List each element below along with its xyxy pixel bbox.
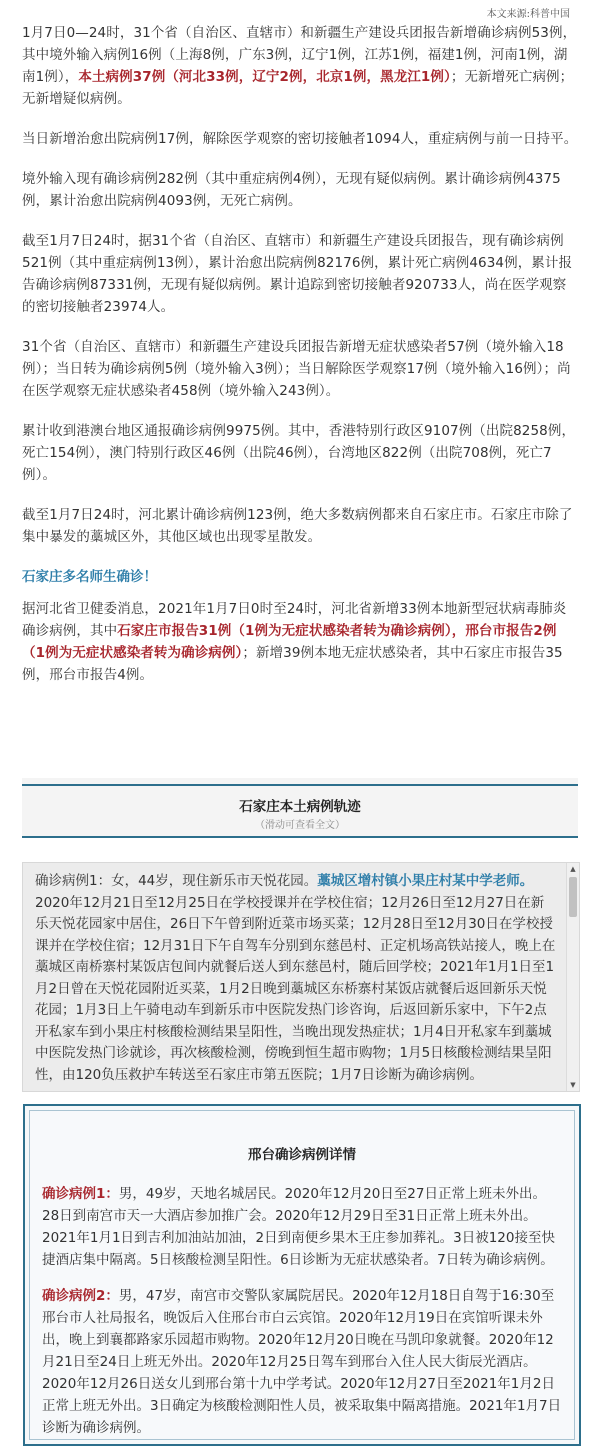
- source-label: 本文来源:科普中国: [486, 9, 570, 20]
- paragraph-text: ；新增39例本地无症状感染者，其中石家庄市报告35例，邢台市报告4例。: [22, 645, 563, 683]
- case-label: 确诊病例1：: [42, 1186, 119, 1202]
- sjz-box-subtitle: （滑动可查看全文）: [255, 820, 345, 831]
- xt-box-title: 邢台确诊病例详情: [248, 1147, 356, 1163]
- paragraph-asymptomatic: 31个省（自治区、直辖市）和新疆生产建设兵团报告新增无症状感染者57例（境外输入18例）；当日转为确诊病例5例（境外输入3例）；当日解除医学观察17例（境外输入16例）；尚在医学观察无症状感染者458例（境外输入243例）。: [22, 339, 571, 399]
- scroll-up-icon[interactable]: ▲: [570, 865, 576, 873]
- section-title: 石家庄多名师生确诊！: [22, 569, 157, 585]
- scrollbar-thumb[interactable]: [569, 877, 577, 917]
- xt-case-2: [42, 1285, 562, 1439]
- sjz-scroll-box[interactable]: [22, 862, 580, 1092]
- paragraph-daily-report: [22, 22, 578, 110]
- paragraph-recovery: 当日新增治愈出院病例17例，解除医学观察的密切接触者1094人，重症病例与前一日持平。: [22, 131, 578, 147]
- paragraph-cumulative: 截至1月7日24时，据31个省（自治区、直辖市）和新疆生产建设兵团报告，现有确诊病例521例（其中重症病例13例），累计治愈出院病例82176例，累计死亡病例4634例，累计报告确诊病例87331例，无现有疑似病例。累计追踪到密切接触者920733人，尚在医学观察的密切接触者23974人。: [22, 233, 573, 315]
- scroll-down-icon[interactable]: ▼: [570, 1081, 576, 1089]
- xt-case-1: [42, 1183, 562, 1271]
- case-text: 男，47岁，南宫市交警队家属院居民。2020年12月18日自驾于16:30至邢台市人社局报名，晚饭后入住邢台市白云宾馆。2020年12月19日在宾馆听课未外出，晚上到襄都路家乐园超市购物。2020年12月20日晚在马凯印象就餐。2020年12月21日至24日上班无外出。2020年12月25日驾车到邢台入住人民大街辰光酒店。2020年12月26日送女儿到邢台第十九中学考试。2020年12月27日至2021年1月2日正常上班无外出。3日确定为核酸检测阳性人员，被采取集中隔离措施。2021年1月7日诊断为确诊病例。: [42, 1288, 562, 1436]
- paragraph-hebei: 截至1月7日24时，河北累计确诊病例123例，绝大多数病例都来自石家庄市。石家庄市除了集中暴发的藁城区外，其他区域也出现零星散发。: [22, 507, 573, 545]
- divider: [22, 836, 578, 838]
- paragraph-text: 1月7日0—24时，31个省（自治区、直辖市）和新疆生产建设兵团报告新增确诊病例53例，其中境外输入病例16例（上海8例，广东3例，辽宁1例，江苏1例，福建1例，河南1例，湖南1例），: [22, 25, 577, 85]
- paragraph-text: ；无新增死亡病例；无新增疑似病例。: [22, 69, 574, 107]
- case-text: 男，49岁，天地名城居民。2020年12月20日至27日正常上班未外出。28日到南宫市天一大酒店参加推广会。2020年12月29日至31日正常上班未外出。2021年1月1日到吉利加油站加油，2日到南便乡果木王庄参加葬礼。3日被120接至快捷酒店集中隔离。5日核酸检测呈阳性。6日诊断为无症状感染者。7日转为确诊病例。: [42, 1186, 555, 1268]
- paragraph-hk-macao-taiwan: 累计收到港澳台地区通报确诊病例9975例。其中，香港特别行政区9107例（出院8258例，死亡154例），澳门特别行政区46例（出院46例），台湾地区822例（出院708例，死亡7例）。: [22, 423, 576, 483]
- divider: [22, 784, 578, 786]
- paragraph-hebei-health-commission: [22, 598, 578, 686]
- sjz-box-header: [22, 778, 578, 838]
- article-body: [22, 22, 578, 704]
- xt-box: [23, 1104, 581, 1446]
- highlight-city-cases: 石家庄市报告31例（1例为无症状感染者转为确诊病例），邢台市报告2例（1例为无症状感染者转为确诊病例）: [22, 623, 557, 661]
- case-highlight: 藁城区增村镇小果庄村某中学老师。: [317, 873, 534, 889]
- case-text: 确诊病例1：女，44岁，现住新乐市天悦花园。: [35, 873, 318, 889]
- paragraph-text: 据河北省卫健委消息，2021年1月7日0时至24时，河北省新增33例本地新型冠状病毒肺炎确诊病例，其中: [22, 601, 567, 639]
- scrollbar[interactable]: [566, 863, 579, 1091]
- paragraph-imported: 境外输入现有确诊病例282例（其中重症病例4例），无现有疑似病例。累计确诊病例4375例，累计治愈出院病例4093例，无死亡病例。: [22, 171, 561, 209]
- xt-box-inner: [29, 1110, 575, 1440]
- sjz-box-title: 石家庄本土病例轨迹: [239, 799, 361, 815]
- case-text: 2020年12月21日至12月25日在学校授课并在学校住宿；12月26日至12月27日在新乐天悦花园家中居住，26日下午曾到附近菜市场买菜；12月28日至12月30日在学校授课并在学校住宿；12月31日下午自驾车分别到东慈邑村、正定机场高铁站接人，晚上在藁城区南桥寨村某饭店包间内就餐后送人到东慈邑村，随后回学校；2021年1月1日至1月2日曾在天悦花园附近买菜，1月2日晚到藁城区东桥寨村某饭店就餐后返回新乐天悦花园；1月3日上午骑电动车到新乐市中医院发热门诊咨询，后返回新乐家中，下午2点开私家车到小果庄村核酸检测结果呈阳性，当晚出现发热症状；1月4日开私家车到藁城中医院发热门诊就诊，再次核酸检测，傍晚到恒生超市购物；1月5日核酸检测结果呈阳性，由120负压救护车转送至石家庄市第五医院；1月7日诊断为确诊病例。: [35, 894, 556, 1083]
- case-label: 确诊病例2：: [42, 1288, 119, 1304]
- highlight-local-cases: 本土病例37例（河北33例，辽宁2例，北京1例，黑龙江1例）: [78, 69, 451, 85]
- sjz-case-text: [35, 871, 557, 1086]
